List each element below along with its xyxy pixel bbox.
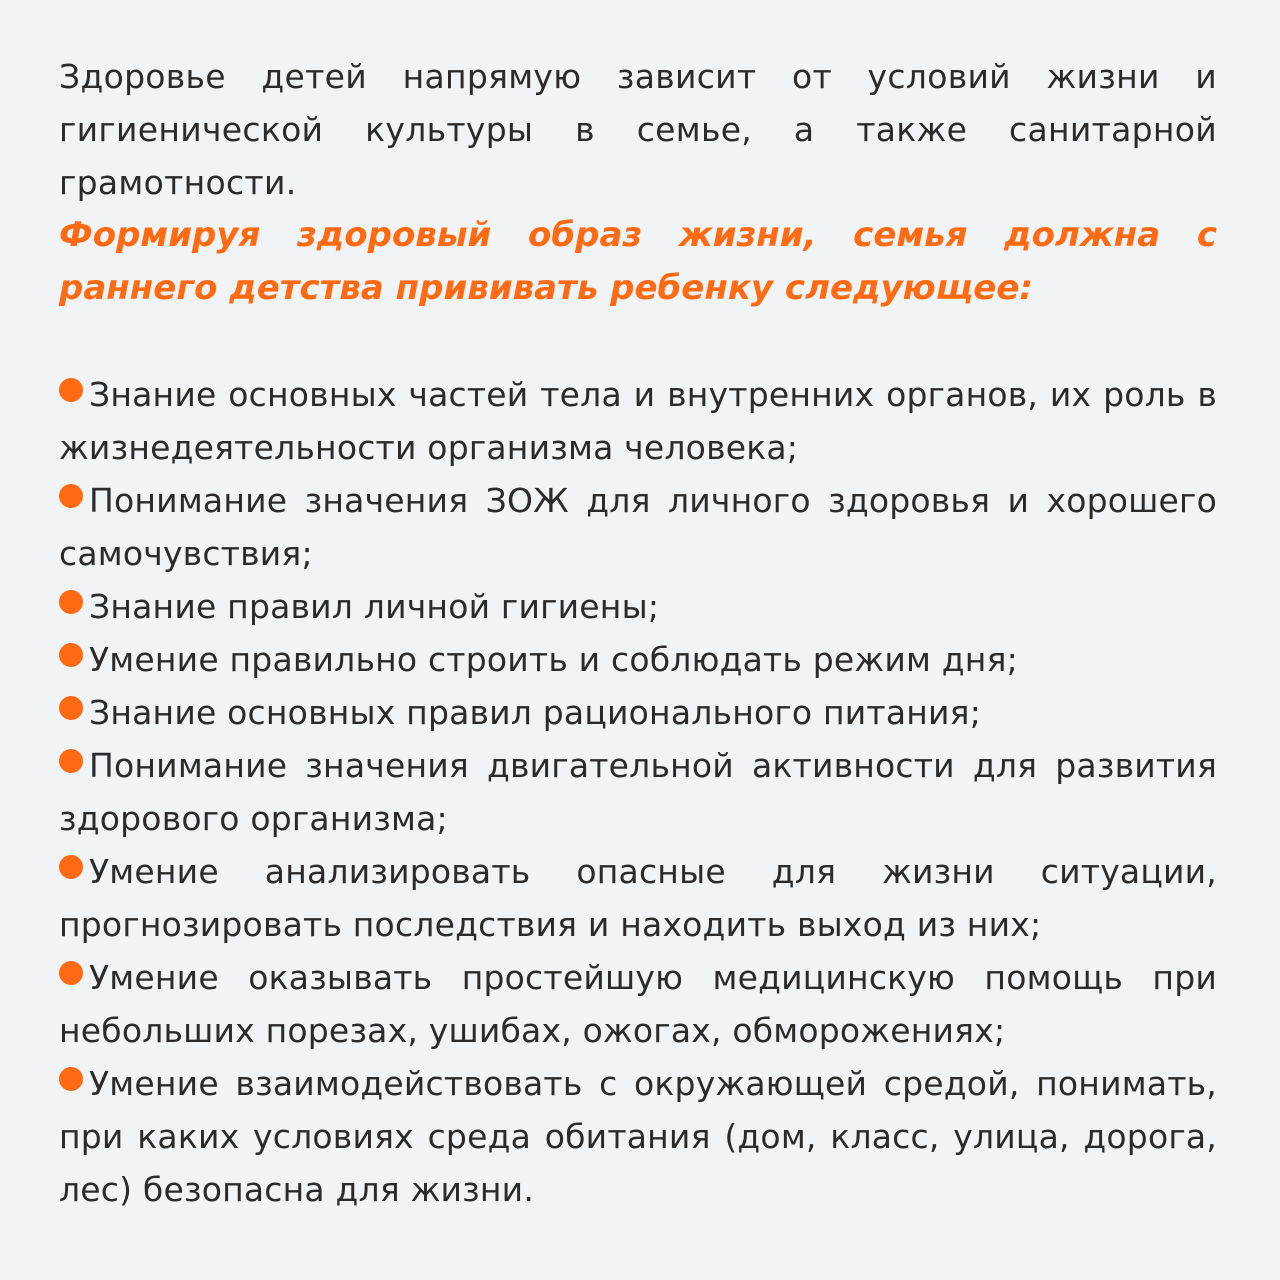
bullet-circle-icon <box>59 590 83 614</box>
list-item-text: Умение оказывать простейшую медицинскую помощь при небольших порезах, ушибах, ожогах, обморожениях; <box>59 958 1217 1050</box>
bullet-circle-icon <box>59 696 83 720</box>
bullet-circle-icon <box>59 378 83 402</box>
list-item-text: Знание правил личной гигиены; <box>89 587 660 626</box>
document-page <box>59 50 1217 1216</box>
list-item <box>59 739 1217 845</box>
list-item-text: Умение анализировать опасные для жизни ситуации, прогнозировать последствия и находить выход из них; <box>59 852 1217 944</box>
list-item-text: Знание основных частей тела и внутренних органов, их роль в жизнедеятельности организма человека; <box>59 375 1217 467</box>
list-item-text: Знание основных правил рационального питания; <box>89 693 982 732</box>
bullet-circle-icon <box>59 961 83 985</box>
bullet-circle-icon <box>59 749 83 773</box>
list-item-text: Понимание значения двигательной активности для развития здорового организма; <box>59 746 1217 838</box>
bullet-circle-icon <box>59 484 83 508</box>
list-item <box>59 580 1217 633</box>
list-item-text: Умение взаимодействовать с окружающей средой, понимать, при каких условиях среда обитания (дом, класс, улица, дорога, лес) безопасна для жизни. <box>59 1064 1217 1209</box>
list-item <box>59 951 1217 1057</box>
intro-paragraph: Здоровье детей напрямую зависит от условий жизни и гигиенической культуры в семье, а также санитарной грамотности. <box>59 57 1217 202</box>
list-item <box>59 1057 1217 1216</box>
skills-list <box>59 368 1217 1216</box>
list-item <box>59 368 1217 474</box>
list-item <box>59 845 1217 951</box>
list-item <box>59 686 1217 739</box>
list-item <box>59 474 1217 580</box>
bullet-circle-icon <box>59 643 83 667</box>
highlight-heading: Формируя здоровый образ жизни, семья должна с раннего детства прививать ребенку следующее: <box>59 215 1217 308</box>
list-item-text: Умение правильно строить и соблюдать режим дня; <box>89 640 1018 679</box>
bullet-circle-icon <box>59 855 83 879</box>
list-item <box>59 633 1217 686</box>
list-item-text: Понимание значения ЗОЖ для личного здоровья и хорошего самочувствия; <box>59 481 1217 573</box>
bullet-circle-icon <box>59 1067 83 1091</box>
